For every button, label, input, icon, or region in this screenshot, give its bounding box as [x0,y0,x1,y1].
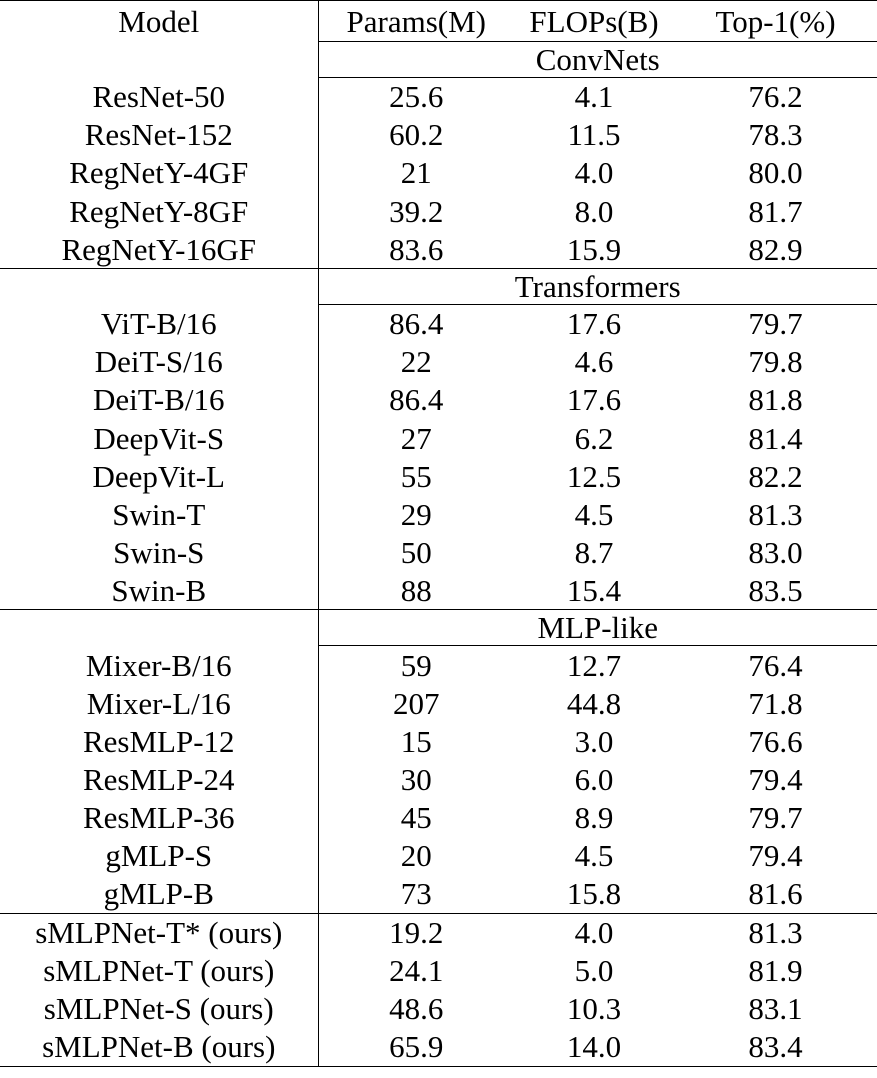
flops-cell: 14.0 [514,1028,674,1066]
section-header-row [0,42,877,78]
top1-cell: 79.7 [748,800,803,836]
flops-cell: 3.0 [574,723,614,759]
flops-cell: 5.0 [574,953,614,989]
table-row [0,192,877,230]
section-title: ConvNets [318,42,877,78]
flops-cell: 6.0 [574,762,614,798]
top1-cell: 81.3 [748,915,803,951]
params-cell: 21 [400,155,432,191]
flops-cell: 12.7 [566,647,622,683]
top1-cell: 82.9 [674,230,877,268]
table-row [0,1028,877,1066]
model-name-cell: ResMLP-12 [0,722,318,760]
top1-cell: 76.6 [748,723,803,759]
top1-cell: 83.1 [748,991,803,1027]
flops-cell: 10.3 [566,991,622,1027]
model-name-cell: sMLPNet-S (ours) [0,990,318,1028]
model-name-cell: DeiT-B/16 [0,381,318,419]
model-name-cell: ViT-B/16 [0,304,318,342]
flops-cell: 17.6 [566,306,622,342]
model-name-cell: ResMLP-36 [0,799,318,837]
params-cell: 55 [400,458,432,494]
params-cell: 19.2 [389,915,444,951]
flops-cell: 4.0 [574,155,614,191]
params-cell: 60.2 [389,117,444,153]
table-row [0,495,877,533]
section-title: MLP-like [318,610,877,646]
flops-cell: 8.7 [574,535,614,571]
section-header-spacer [0,42,318,78]
params-cell: 39.2 [389,193,444,229]
top1-cell: 81.9 [748,953,803,989]
section-header-spacer [0,610,318,646]
table-row [0,534,877,572]
model-name-cell: Swin-T [0,495,318,533]
params-cell: 86.4 [389,382,444,418]
top1-cell: 79.8 [748,344,803,380]
params-cell: 24.1 [389,953,444,989]
top1-cell: 81.6 [674,875,877,913]
params-cell: 22 [400,344,432,380]
table-row [0,913,877,951]
flops-cell: 15.4 [514,572,674,610]
params-cell: 86.4 [389,306,444,342]
flops-cell: 15.8 [514,875,674,913]
header-row [0,1,877,42]
section-header-spacer [0,268,318,304]
params-cell: 50 [400,535,432,571]
model-name-cell: ResNet-50 [0,78,318,116]
model-name-cell: sMLPNet-T (ours) [0,951,318,989]
params-cell: 27 [400,420,432,456]
flops-cell: 4.5 [574,838,614,874]
model-name-cell: gMLP-B [0,875,318,913]
header-flops: FLOPs(B) [514,1,674,42]
model-name-cell: Mixer-B/16 [0,646,318,684]
table-row [0,154,877,192]
top1-cell: 81.8 [748,382,803,418]
model-name-cell: Swin-S [0,534,318,572]
model-name-cell: Mixer-L/16 [0,684,318,722]
params-cell: 15 [400,723,432,759]
flops-cell: 4.1 [574,79,614,115]
header-top1: Top-1(%) [674,1,877,42]
flops-cell: 44.8 [566,685,622,721]
flops-cell: 17.6 [566,382,622,418]
table-row [0,990,877,1028]
model-name-cell: RegNetY-8GF [0,192,318,230]
top1-cell: 71.8 [748,685,803,721]
model-name-cell: RegNetY-4GF [0,154,318,192]
model-name-cell: sMLPNet-B (ours) [0,1028,318,1066]
top1-cell: 78.3 [748,117,803,153]
flops-cell: 4.5 [574,496,614,532]
table-row [0,304,877,342]
params-cell: 45 [400,800,432,836]
table-row [0,646,877,684]
table-body [0,42,877,1067]
top1-cell: 83.0 [748,535,803,571]
model-name-cell: DeepVit-L [0,457,318,495]
section-header-row [0,268,877,304]
table-row [0,761,877,799]
table-row [0,951,877,989]
header-params: Params(M) [318,1,514,42]
params-cell: 25.6 [389,79,444,115]
params-cell: 65.9 [318,1028,514,1066]
table-row [0,837,877,875]
top1-cell: 76.2 [748,79,803,115]
header-model: Model [0,1,318,42]
table-row [0,875,877,913]
model-name-cell: Swin-B [0,572,318,610]
flops-cell: 8.9 [574,800,614,836]
top1-cell: 81.4 [748,420,803,456]
top1-cell: 79.4 [748,838,803,874]
top1-cell: 80.0 [748,155,803,191]
model-name-cell: gMLP-S [0,837,318,875]
table-row [0,457,877,495]
params-cell: 73 [318,875,514,913]
params-cell: 48.6 [389,991,444,1027]
table-row [0,722,877,760]
top1-cell: 81.7 [748,193,803,229]
top1-cell: 83.5 [674,572,877,610]
flops-cell: 15.9 [514,230,674,268]
model-name-cell: DeiT-S/16 [0,343,318,381]
model-name-cell: DeepVit-S [0,419,318,457]
params-cell: 20 [400,838,432,874]
flops-cell: 4.0 [574,915,614,951]
top1-cell: 81.3 [748,496,803,532]
flops-cell: 11.5 [567,117,621,153]
flops-cell: 8.0 [574,193,614,229]
table-row [0,78,877,116]
model-name-cell: sMLPNet-T* (ours) [0,913,318,951]
table-row [0,230,877,268]
params-cell: 30 [400,762,432,798]
top1-cell: 76.4 [748,647,803,683]
table-row [0,799,877,837]
section-header-row [0,610,877,646]
table-row [0,343,877,381]
params-cell: 29 [400,496,432,532]
section-title: Transformers [318,268,877,304]
top1-cell: 82.2 [748,458,803,494]
top1-cell: 83.4 [674,1028,877,1066]
params-cell: 59 [400,647,432,683]
flops-cell: 12.5 [566,458,622,494]
model-name-cell: ResMLP-24 [0,761,318,799]
params-cell: 88 [318,572,514,610]
table-row [0,116,877,154]
model-name-cell: ResNet-152 [0,116,318,154]
model-name-cell: RegNetY-16GF [0,230,318,268]
flops-cell: 4.6 [574,344,614,380]
table-row [0,572,877,610]
params-cell: 207 [393,685,440,721]
table-row [0,381,877,419]
top1-cell: 79.4 [748,762,803,798]
params-cell: 83.6 [318,230,514,268]
table-row [0,419,877,457]
table-row [0,684,877,722]
top1-cell: 79.7 [748,306,803,342]
flops-cell: 6.2 [574,420,614,456]
